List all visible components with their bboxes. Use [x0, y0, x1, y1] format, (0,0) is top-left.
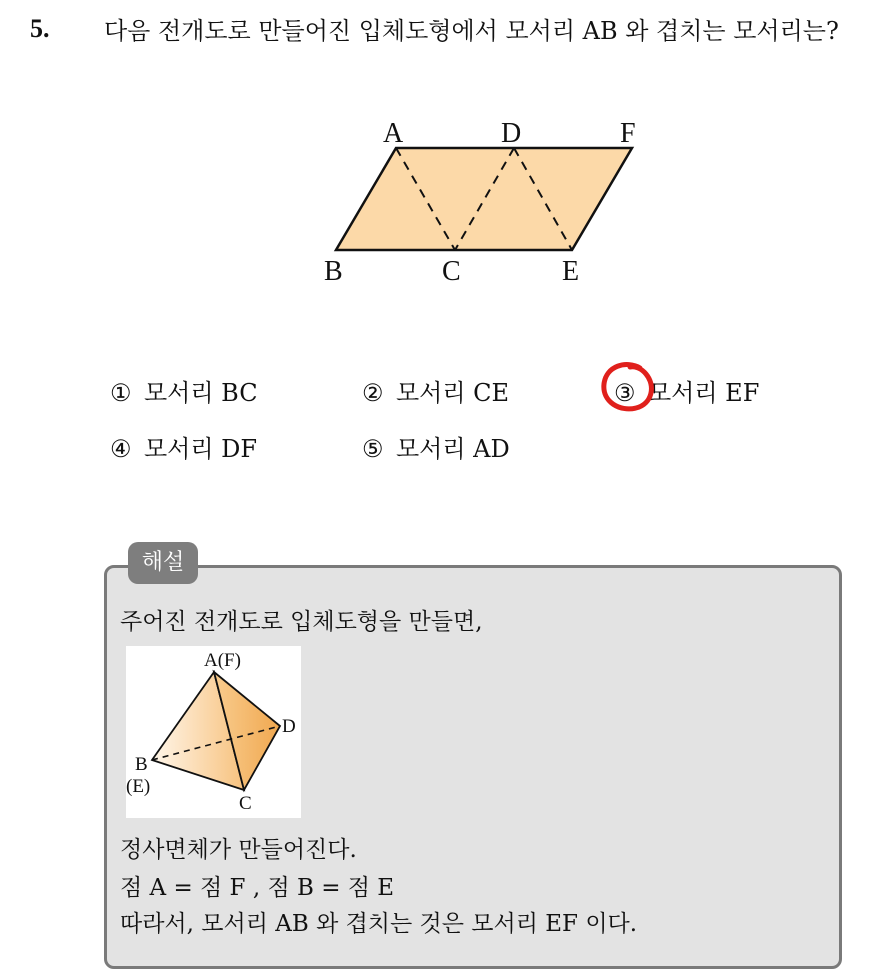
tetrahedron-figure — [126, 646, 301, 818]
solution-line-1: 정사면체가 만들어진다. — [120, 837, 357, 863]
choice-number: ② — [362, 379, 384, 407]
solution-line-2: 점 A = 점 F , 점 B = 점 E — [120, 875, 395, 901]
choice-1[interactable] — [110, 373, 258, 408]
choice-2[interactable] — [362, 373, 509, 408]
choice-number: ⑤ — [362, 435, 384, 463]
tet-label-left: B — [135, 754, 148, 775]
net-shape — [336, 148, 632, 250]
choice-text: 모서리 EF — [648, 379, 760, 407]
choice-text: 모서리 CE — [396, 379, 510, 407]
choice-text: 모서리 DF — [144, 435, 258, 463]
label-d: D — [501, 118, 522, 149]
choice-4[interactable] — [110, 429, 257, 464]
answer-mark-icon — [596, 360, 660, 416]
choice-number: ③ — [614, 379, 636, 407]
net-diagram — [310, 110, 650, 290]
choice-number: ① — [110, 379, 132, 407]
tet-label-right: D — [282, 716, 296, 737]
choice-text: 모서리 AD — [396, 435, 510, 463]
label-b: B — [324, 256, 343, 287]
tet-label-left-sub: (E) — [126, 776, 151, 797]
choice-5[interactable] — [362, 429, 510, 464]
solution-line-3: 따라서, 모서리 AB 와 겹치는 것은 모서리 EF 이다. — [120, 911, 638, 937]
tetrahedron-diagram — [126, 646, 301, 818]
label-f: F — [620, 118, 636, 149]
question-text: 다음 전개도로 만들어진 입체도형에서 모서리 AB 와 겹치는 모서리는? — [104, 17, 839, 45]
tet-label-bottom: C — [239, 793, 252, 814]
solution-tag: 해설 — [128, 542, 198, 584]
tet-label-top: A(F) — [204, 650, 241, 671]
choice-text: 모서리 BC — [144, 379, 258, 407]
choice-number: ④ — [110, 435, 132, 463]
label-a: A — [383, 118, 404, 149]
solution-intro: 주어진 전개도로 입체도형을 만들면, — [120, 609, 483, 635]
question-number: 5. — [30, 14, 50, 43]
label-e: E — [562, 256, 580, 287]
label-c: C — [442, 256, 461, 287]
